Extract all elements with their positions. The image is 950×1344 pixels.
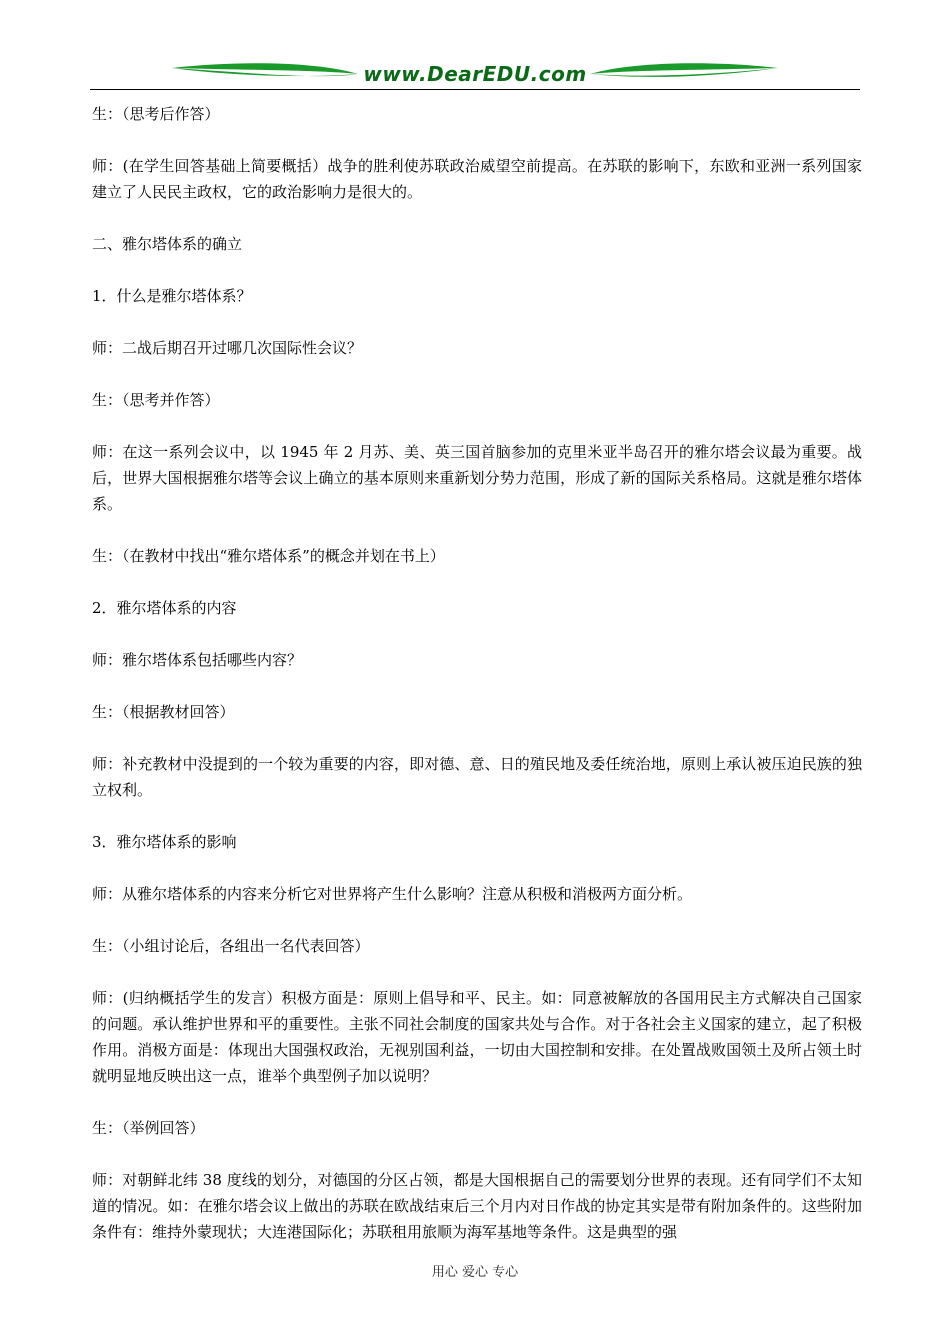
- paragraph: 生：（思考后作答）: [92, 105, 220, 123]
- subsection-heading: 1．什么是雅尔塔体系？: [92, 287, 252, 305]
- paragraph: 师：对朝鲜北纬 38 度线的划分，对德国的分区占领，都是大国根据自己的需要划分世界的表现。还有同学们不太知道的情况。如：在雅尔塔会议上做出的苏联在欧战结束后三个月内对日作战的协定其实是带有附加条件的。这些附加条件有：维持外蒙现状；大连港国际化；苏联租用旅顺为海军基地等条件。这是典型的强: [92, 1171, 862, 1241]
- page-footer: 用心 爱心 专心: [431, 1265, 519, 1280]
- header-divider: [90, 89, 860, 90]
- paragraph: 师：补充教材中没提到的一个较为重要的内容，即对德、意、日的殖民地及委任统治地，原则上承认被压迫民族的独立权利。: [92, 755, 862, 799]
- paragraph: 生：（根据教材回答）: [92, 703, 235, 721]
- subsection-heading: 3．雅尔塔体系的影响: [92, 833, 237, 851]
- paragraph: 生：（在教材中找出“雅尔塔体系”的概念并划在书上）: [92, 547, 445, 565]
- paragraph: 师：二战后期召开过哪几次国际性会议？: [92, 339, 363, 357]
- subsection-heading: 2．雅尔塔体系的内容: [92, 599, 237, 617]
- site-header-banner: [90, 58, 860, 92]
- section-heading: 二、雅尔塔体系的确立: [92, 235, 243, 253]
- paragraph: 师：在这一系列会议中，以 1945 年 2 月苏、美、英三国首脑参加的克里米亚半岛召开的雅尔塔会议最为重要。战后，世界大国根据雅尔塔等会议上确立的基本原则来重新划分势力范围，形成了新的国际关系格局。这就是雅尔塔体系。: [92, 443, 862, 513]
- paragraph: 师：(归纳概括学生的发言）积极方面是：原则上倡导和平、民主。如：同意被解放的各国用民主方式解决自己国家的问题。承认维护世界和平的重要性。主张不同社会制度的国家共处与合作。对于各社会主义国家的建立，起了积极作用。消极方面是：体现出大国强权政治，无视别国利益，一切由大国控制和安排。在处置战败国领土及所占领土时就明显地反映出这一点，谁举个典型例子加以说明？: [92, 989, 862, 1085]
- paragraph: 生：（举例回答）: [92, 1119, 205, 1137]
- paragraph: 生：（小组讨论后，各组出一名代表回答）: [92, 937, 370, 955]
- paragraph: 生：（思考并作答）: [92, 391, 220, 409]
- paragraph: 师：(在学生回答基础上简要概括）战争的胜利使苏联政治威望空前提高。在苏联的影响下，东欧和亚洲一系列国家建立了人民民主政权，它的政治影响力是很大的。: [92, 157, 862, 201]
- site-logo-text: www.DearEDU.com: [363, 62, 587, 86]
- paragraph: 师：雅尔塔体系包括哪些内容？: [92, 651, 303, 669]
- document-body: [92, 101, 862, 1271]
- paragraph: 师：从雅尔塔体系的内容来分析它对世界将产生什么影响？注意从积极和消极两方面分析。: [92, 885, 693, 903]
